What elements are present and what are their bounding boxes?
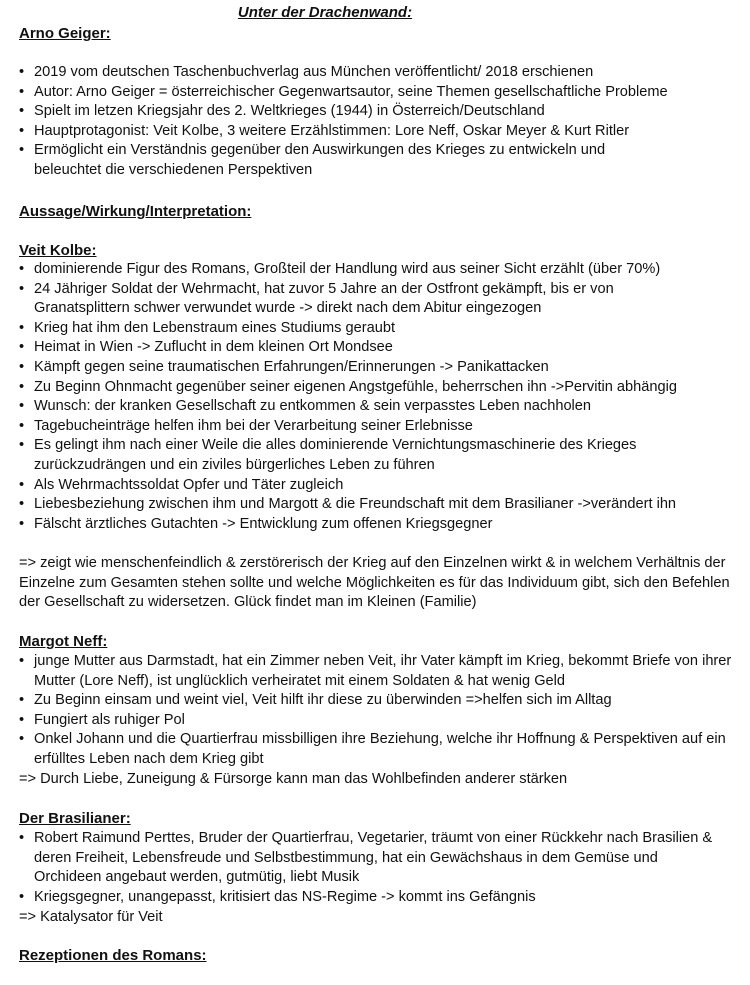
list-item: • Es gelingt ihm nach einer Weile die alles dominierende Vernichtungsmaschinerie des Krieges zurückzudrängen und ein ziviles bürgerliches Leben zu führen <box>19 436 694 475</box>
list-item: • Fälscht ärztliches Gutachten -> Entwicklung zum offenen Kriegsgegner <box>19 515 739 535</box>
veit-list <box>19 260 739 534</box>
list-item: • Spielt im letzen Kriegsjahr des 2. Weltkrieges (1944) in Österreich/Deutschland <box>19 102 739 122</box>
document-title: Unter der Drachenwand: <box>237 4 413 21</box>
list-item: • Tagebucheinträge helfen ihm bei der Verarbeitung seiner Erlebnisse <box>19 417 739 437</box>
list-item: • Heimat in Wien -> Zuflucht in dem kleinen Ort Mondsee <box>19 338 739 358</box>
aussage-heading: Aussage/Wirkung/Interpretation: <box>19 203 252 220</box>
list-item: • Ermöglicht ein Verständnis gegenüber den Auswirkungen des Krieges zu entwickeln und beleuchtet die verschiedenen Perspektiven <box>19 141 664 180</box>
margot-list <box>19 652 739 770</box>
brasilianer-heading: Der Brasilianer: <box>19 810 131 827</box>
veit-heading: Veit Kolbe: <box>19 242 97 259</box>
margot-heading: Margot Neff: <box>19 633 108 650</box>
list-item: • Fungiert als ruhiger Pol <box>19 711 739 731</box>
list-item: • Onkel Johann und die Quartierfrau missbilligen ihre Beziehung, welche ihr Hoffnung & Perspektiven auf ein erfülltes Leben nach dem Krieg gibt <box>19 730 739 769</box>
list-item: • Krieg hat ihm den Lebenstraum eines Studiums geraubt <box>19 319 739 339</box>
list-item: • 2019 vom deutschen Taschenbuchverlag aus München veröffentlicht/ 2018 erschienen <box>19 63 739 83</box>
list-item: • dominierende Figur des Romans, Großteil der Handlung wird aus seiner Sicht erzählt (über 70%) <box>19 260 739 280</box>
list-item: • Kriegsgegner, unangepasst, kritisiert das NS-Regime -> kommt ins Gefängnis <box>19 888 739 908</box>
list-item: • junge Mutter aus Darmstadt, hat ein Zimmer neben Veit, ihr Vater kämpft im Krieg, bekommt Briefe von ihrer Mutter (Lore Neff), ist unglücklich verheiratet mit einem Soldaten & hat wenig Geld <box>19 652 739 691</box>
list-item: • Als Wehrmachtssoldat Opfer und Täter zugleich <box>19 476 739 496</box>
veit-conclusion: => zeigt wie menschenfeindlich & zerstörerisch der Krieg auf den Einzelnen wirkt & in welchem Verhältnis der Einzelne zum Gesamten stehen sollte und welche Möglichkeiten es für das Individuum gibt, sich den Befehlen der Gesellschaft zu widersetzen. Glück findet man im Kleinen (Familie) <box>19 555 730 611</box>
brasilianer-conclusion: => Katalysator für Veit <box>19 909 163 925</box>
rezeption-heading: Rezeptionen des Romans: <box>19 947 207 964</box>
author-heading: Arno Geiger: <box>19 25 111 42</box>
intro-list <box>19 63 739 181</box>
list-item: • Liebesbeziehung zwischen ihm und Margott & die Freundschaft mit dem Brasilianer ->verändert ihn <box>19 495 734 515</box>
list-item: • Kämpft gegen seine traumatischen Erfahrungen/Erinnerungen -> Panikattacken <box>19 358 739 378</box>
list-item: • Zu Beginn Ohnmacht gegenüber seiner eigenen Angstgefühle, beherrschen ihn ->Pervitin abhängig <box>19 378 739 398</box>
list-item: • 24 Jähriger Soldat der Wehrmacht, hat zuvor 5 Jahre an der Ostfront gekämpft, bis er von Granatsplittern schwer verwundet wurde -> direkt nach dem Abitur eingezogen <box>19 280 694 319</box>
list-item: • Zu Beginn einsam und weint viel, Veit hilft ihr diese zu überwinden =>helfen sich im Alltag <box>19 691 739 711</box>
list-item: • Wunsch: der kranken Gesellschaft zu entkommen & sein verpasstes Leben nachholen <box>19 397 739 417</box>
brasilianer-list <box>19 829 739 907</box>
margot-conclusion: => Durch Liebe, Zuneigung & Fürsorge kann man das Wohlbefinden anderer stärken <box>19 771 568 787</box>
list-item: • Robert Raimund Perttes, Bruder der Quartierfrau, Vegetarier, träumt von einer Rückkehr nach Brasilien & deren Freiheit, Lebensfreude und Selbstbestimmung, hat ein Gewächshaus in dem Gemüse und Orchideen angebaut werden, gutmütig, liebt Musik <box>19 829 714 888</box>
list-item: • Autor: Arno Geiger = österreichischer Gegenwartsautor, seine Themen gesellschaftliche Probleme <box>19 83 739 103</box>
list-item: • Hauptprotagonist: Veit Kolbe, 3 weitere Erzählstimmen: Lore Neff, Oskar Meyer & Kurt Ritler <box>19 122 739 142</box>
